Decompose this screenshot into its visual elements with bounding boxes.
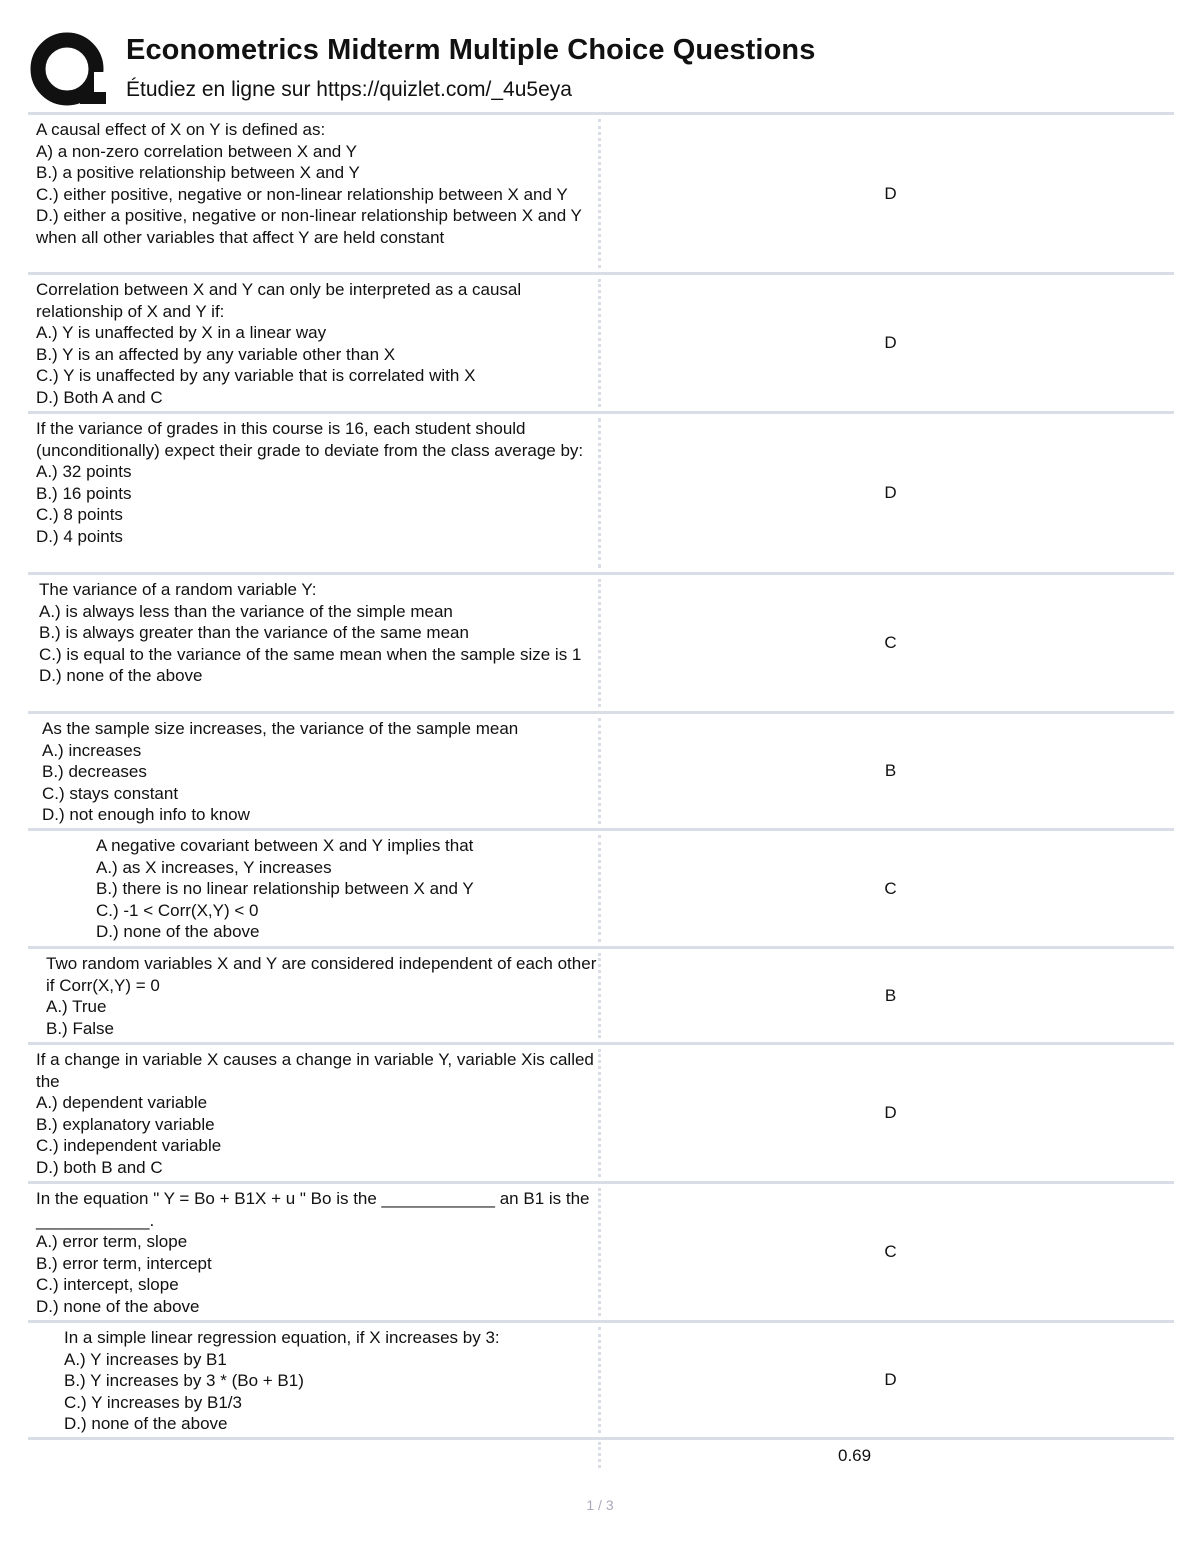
card-term: The variance of a random variable Y: A.) is always less than the variance of the simple mean B.) is always greater than the variance of the same mean C.) is equal to the variance of the same mean when the sample size is 1 D.) none of the above: [39, 580, 582, 685]
card-term: A negative covariant between X and Y implies that A.) as X increases, Y increases B.) there is no linear relationship between X and Y C.) -1 < Corr(X,Y) < 0 D.) none of the above: [96, 836, 474, 941]
score-value: 0.69: [838, 1446, 872, 1465]
page-subtitle: Étudiez en ligne sur https://quizlet.com/_4u5eya: [126, 78, 572, 101]
flashcard: [28, 946, 1174, 1042]
card-answer: D: [884, 483, 897, 502]
card-term: In the equation " Y = Bo + B1X + u " Bo is the ____________ an B1 is the ____________. A.) error term, slope B.) error term, intercept C.) intercept, slope D.) none of the above: [36, 1189, 590, 1316]
card-term: In a simple linear regression equation, if X increases by 3: A.) Y increases by B1 B.) Y increases by 3 * (Bo + B1) C.) Y increases by B1/3 D.) none of the above: [64, 1328, 500, 1433]
document-header: [28, 28, 1188, 108]
card-answer: B: [884, 761, 897, 780]
flashcard-list: [28, 112, 1174, 1440]
card-term: Two random variables X and Y are considered independent of each other if Corr(X,Y) = 0 A.) True B.) False: [46, 954, 597, 1038]
page-number: 1 / 3: [586, 1497, 614, 1513]
card-divider: [598, 1442, 601, 1468]
card-answer: D: [884, 333, 897, 352]
flashcard: [28, 828, 1174, 946]
flashcard: [28, 272, 1174, 411]
card-answer: C: [884, 1242, 897, 1261]
flashcard: [28, 711, 1174, 828]
flashcard: [28, 112, 1174, 272]
card-answer: D: [884, 1103, 897, 1122]
flashcard: [28, 1042, 1174, 1181]
card-term: Correlation between X and Y can only be interpreted as a causal relationship of X and Y if: A.) Y is unaffected by X in a linear way B.) Y is an affected by any variable other than X C.) Y is unaffected by any variable that is correlated with X D.) Both A and C: [36, 280, 522, 407]
card-term: A causal effect of X on Y is defined as: A) a non-zero correlation between X and Y B.) a positive relationship between X and Y C.) either positive, negative or non-linear relationship between X and Y D.) either a positive, negative or non-linear relationship between X and Y when all other variables that affect Y are held constant: [36, 120, 582, 247]
flashcard: [28, 1181, 1174, 1320]
flashcard: [28, 572, 1174, 711]
card-term: If the variance of grades in this course is 16, each student should (unconditionally) expect their grade to deviate from the class average by: A.) 32 points B.) 16 points C.) 8 points D.) 4 points: [36, 419, 584, 546]
card-term: If a change in variable X causes a change in variable Y, variable Xis called the A.) dependent variable B.) explanatory variable C.) independent variable D.) both B and C: [36, 1050, 594, 1177]
flashcard: [28, 411, 1174, 572]
page-title: Econometrics Midterm Multiple Choice Questions: [126, 34, 816, 66]
flashcard: [28, 1320, 1174, 1440]
card-answer: D: [884, 1370, 897, 1389]
card-answer: C: [884, 633, 897, 652]
card-answer: B: [884, 985, 897, 1005]
card-answer: D: [884, 183, 897, 203]
card-term: As the sample size increases, the variance of the sample mean A.) increases B.) decreases C.) stays constant D.) not enough info to know: [42, 719, 519, 824]
card-answer: C: [884, 878, 897, 898]
score-row: [28, 1440, 1174, 1470]
quizlet-logo-icon: [30, 32, 108, 110]
